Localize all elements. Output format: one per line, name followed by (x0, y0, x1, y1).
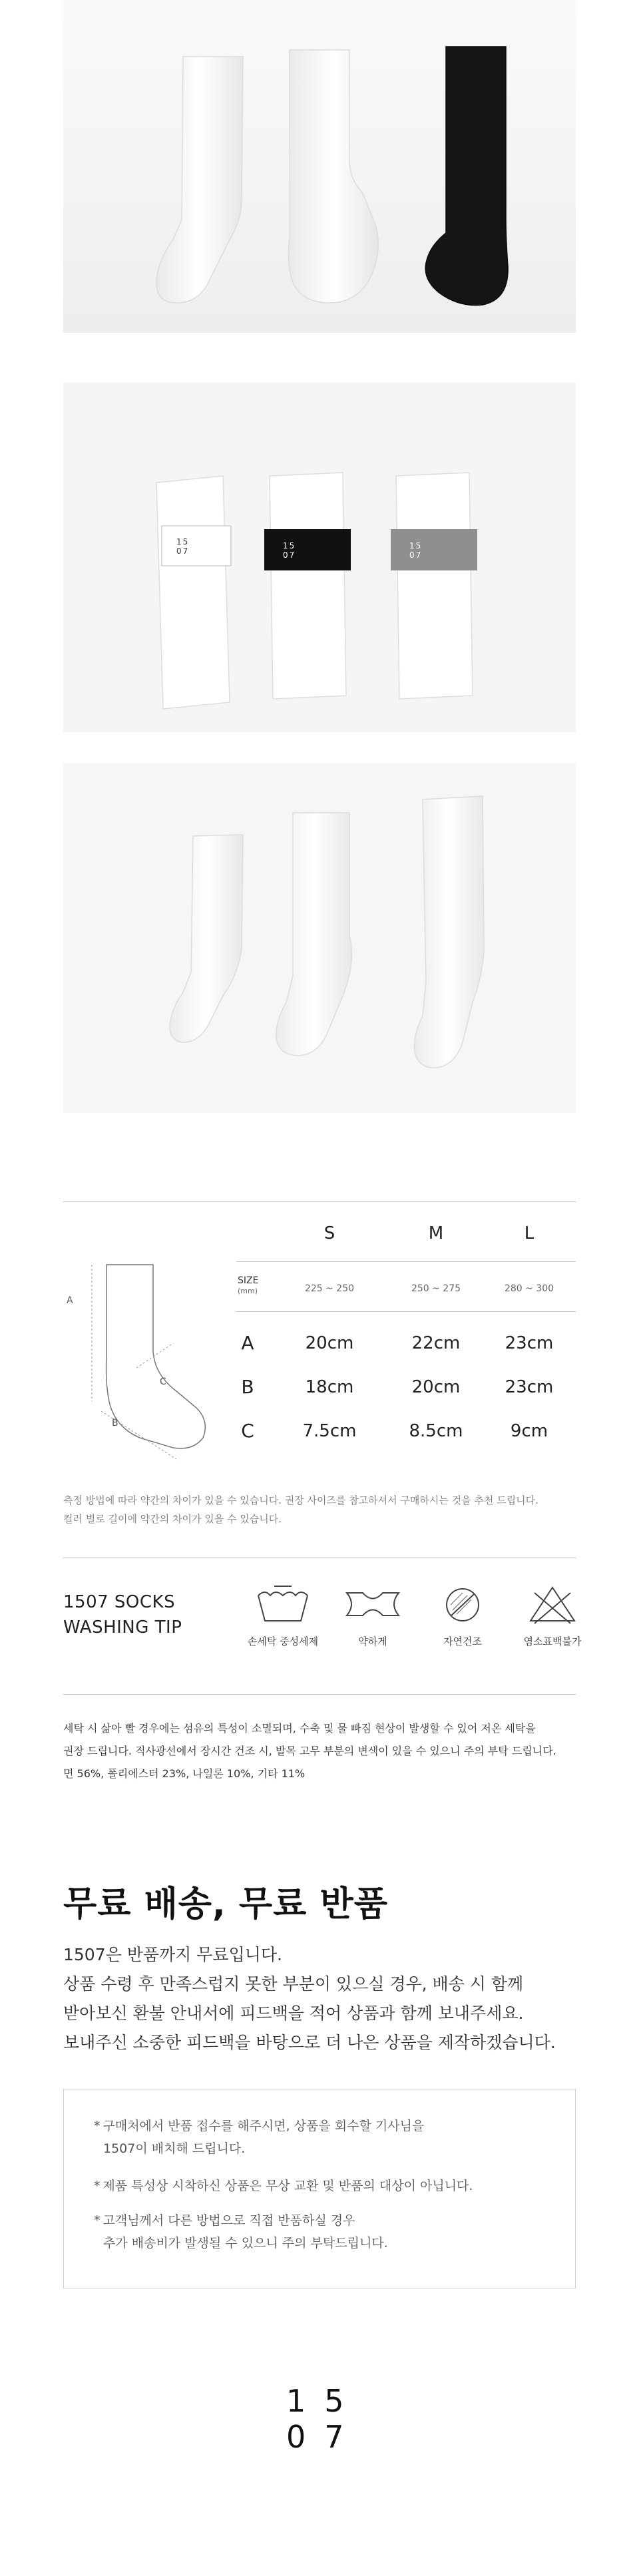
row-b-s: 18cm (305, 1377, 354, 1397)
band-logo-2: 15 07 (283, 541, 296, 560)
row-a-l: 23cm (505, 1333, 554, 1353)
brand-logo-line-1: 15 (286, 2383, 363, 2419)
washing-mid-rule (63, 1694, 576, 1695)
sock-photo-illustration (63, 0, 576, 333)
notice-3-line-1: 고객님께서 다른 방법으로 직접 반품하실 경우 (103, 2213, 355, 2228)
brand-logo (286, 2383, 363, 2455)
notice-2-line-1: 제품 특성상 시착하신 상품은 무상 교환 및 반품의 대상이 아닙니다. (103, 2179, 473, 2193)
row-a-m: 22cm (411, 1333, 461, 1353)
washing-description (63, 1717, 582, 1785)
notice-1-line-2: 1507이 배치해 드립니다. (103, 2141, 246, 2156)
wash-item-hand-wash (240, 1581, 326, 1648)
product-photo-white-socks (63, 763, 576, 1113)
gentle-wring-icon (343, 1581, 403, 1627)
diagram-label-b: B (112, 1418, 118, 1428)
row-c-m: 8.5cm (409, 1421, 463, 1441)
washing-title-line-2: WASHING TIP (63, 1617, 182, 1637)
air-dry-label: 자연건조 (443, 1635, 482, 1647)
row-b-label: B (241, 1376, 254, 1398)
notice-item-2 (94, 2175, 560, 2197)
diagram-label-a: A (67, 1295, 73, 1306)
mm-range-m: 250 ~ 275 (411, 1283, 461, 1294)
size-note (63, 1491, 582, 1528)
gentle-label: 약하게 (358, 1635, 387, 1647)
size-m-header: M (428, 1223, 444, 1243)
diagram-label-c: C (160, 1377, 166, 1387)
sock-measurement-diagram (60, 1251, 233, 1471)
notice-item-3 (94, 2209, 560, 2254)
size-l-header: L (524, 1223, 534, 1243)
washing-desc-line-2: 권장 드립니다. 직사광선에서 장시간 건조 시, 발목 고무 부분의 변색이 있을 수 있으니 주의 부탁 드립니다. (63, 1745, 556, 1757)
size-chart-mm-rule (236, 1311, 576, 1312)
size-s-header: S (323, 1223, 335, 1243)
hand-wash-icon (253, 1581, 313, 1627)
shipping-notice-box (63, 2089, 576, 2288)
white-sock-sizes-illustration (63, 763, 576, 1113)
size-note-line-1: 측정 방법에 따라 약간의 차이가 있을 수 있습니다. 권장 사이즈를 참고하셔서 구매하시는 것을 추천 드립니다. (63, 1494, 538, 1506)
notice-3-line-2: 추가 배송비가 발생될 수 있으니 주의 부탁드립니다. (103, 2236, 388, 2251)
wash-item-air-dry (419, 1581, 506, 1648)
mm-range-s: 225 ~ 250 (304, 1283, 355, 1294)
hand-wash-label: 손세탁 중성세제 (247, 1635, 319, 1647)
notice-3-star: * (94, 2213, 101, 2228)
row-a-label: A (241, 1332, 254, 1354)
washing-title (63, 1590, 182, 1640)
size-row-label (238, 1275, 258, 1297)
notice-1-line-1: 구매처에서 반품 접수를 해주시면, 상품을 회수할 기사님을 (103, 2119, 425, 2133)
size-chart-top-rule (63, 1201, 576, 1202)
size-row-unit: (mm) (238, 1287, 258, 1295)
fabric-composition: 면 56%, 폴리에스터 23%, 나일론 10%, 기타 11% (63, 1767, 306, 1780)
notice-2-star: * (94, 2179, 101, 2193)
brand-logo-line-2: 07 (286, 2419, 363, 2455)
band-logo-1: 15 07 (176, 537, 190, 556)
packaged-sock-illustration (63, 383, 576, 732)
notice-item-1 (94, 2115, 560, 2160)
mm-range-l: 280 ~ 300 (504, 1283, 554, 1294)
row-b-m: 20cm (411, 1377, 461, 1397)
size-note-line-2: 컬러 별로 길이에 약간의 차이가 있을 수 있습니다. (63, 1513, 282, 1525)
size-chart-header-rule (236, 1261, 576, 1262)
measure-line-c (136, 1343, 173, 1368)
sock-bundle-2 (264, 473, 351, 699)
band-logo-3: 15 07 (409, 541, 423, 560)
row-c-label: C (241, 1420, 254, 1442)
no-bleach-label: 염소표백불가 (523, 1635, 582, 1647)
row-c-l: 9cm (510, 1421, 548, 1441)
row-a-s: 20cm (305, 1333, 354, 1353)
size-row-title: SIZE (238, 1275, 259, 1286)
sock-outline (106, 1265, 206, 1448)
sock-bundle-1 (156, 476, 231, 709)
washing-title-line-1: 1507 SOCKS (63, 1592, 176, 1612)
washing-desc-line-1: 세탁 시 삶아 빨 경우에는 섬유의 특성이 소멸되며, 수축 및 물 빠짐 현상이 발생할 수 있어 저온 세탁을 (63, 1722, 536, 1735)
no-bleach-icon (523, 1581, 582, 1627)
shipping-body (63, 1940, 596, 2057)
wash-item-gentle (329, 1581, 416, 1648)
shipping-body-line-4: 보내주신 소중한 피드백을 바탕으로 더 나은 상품을 제작하겠습니다. (63, 2033, 556, 2052)
air-dry-icon (433, 1581, 493, 1627)
shipping-body-line-1: 1507은 반품까지 무료입니다. (63, 1945, 282, 1964)
product-photo-three-socks (63, 0, 576, 333)
row-c-s: 7.5cm (302, 1421, 357, 1441)
shipping-title: 무료 배송, 무료 반품 (63, 1884, 388, 1924)
sock-bundle-3 (391, 473, 477, 699)
row-b-l: 23cm (505, 1377, 554, 1397)
notice-1-star: * (94, 2119, 101, 2133)
wash-item-no-bleach (509, 1581, 596, 1648)
shipping-body-line-2: 상품 수령 후 만족스럽지 못한 부분이 있으실 경우, 배송 시 함께 (63, 1974, 524, 1994)
product-photo-packaged-socks (63, 383, 576, 732)
shipping-body-line-3: 받아보신 환불 안내서에 피드백을 적어 상품과 함께 보내주세요. (63, 2004, 524, 2023)
